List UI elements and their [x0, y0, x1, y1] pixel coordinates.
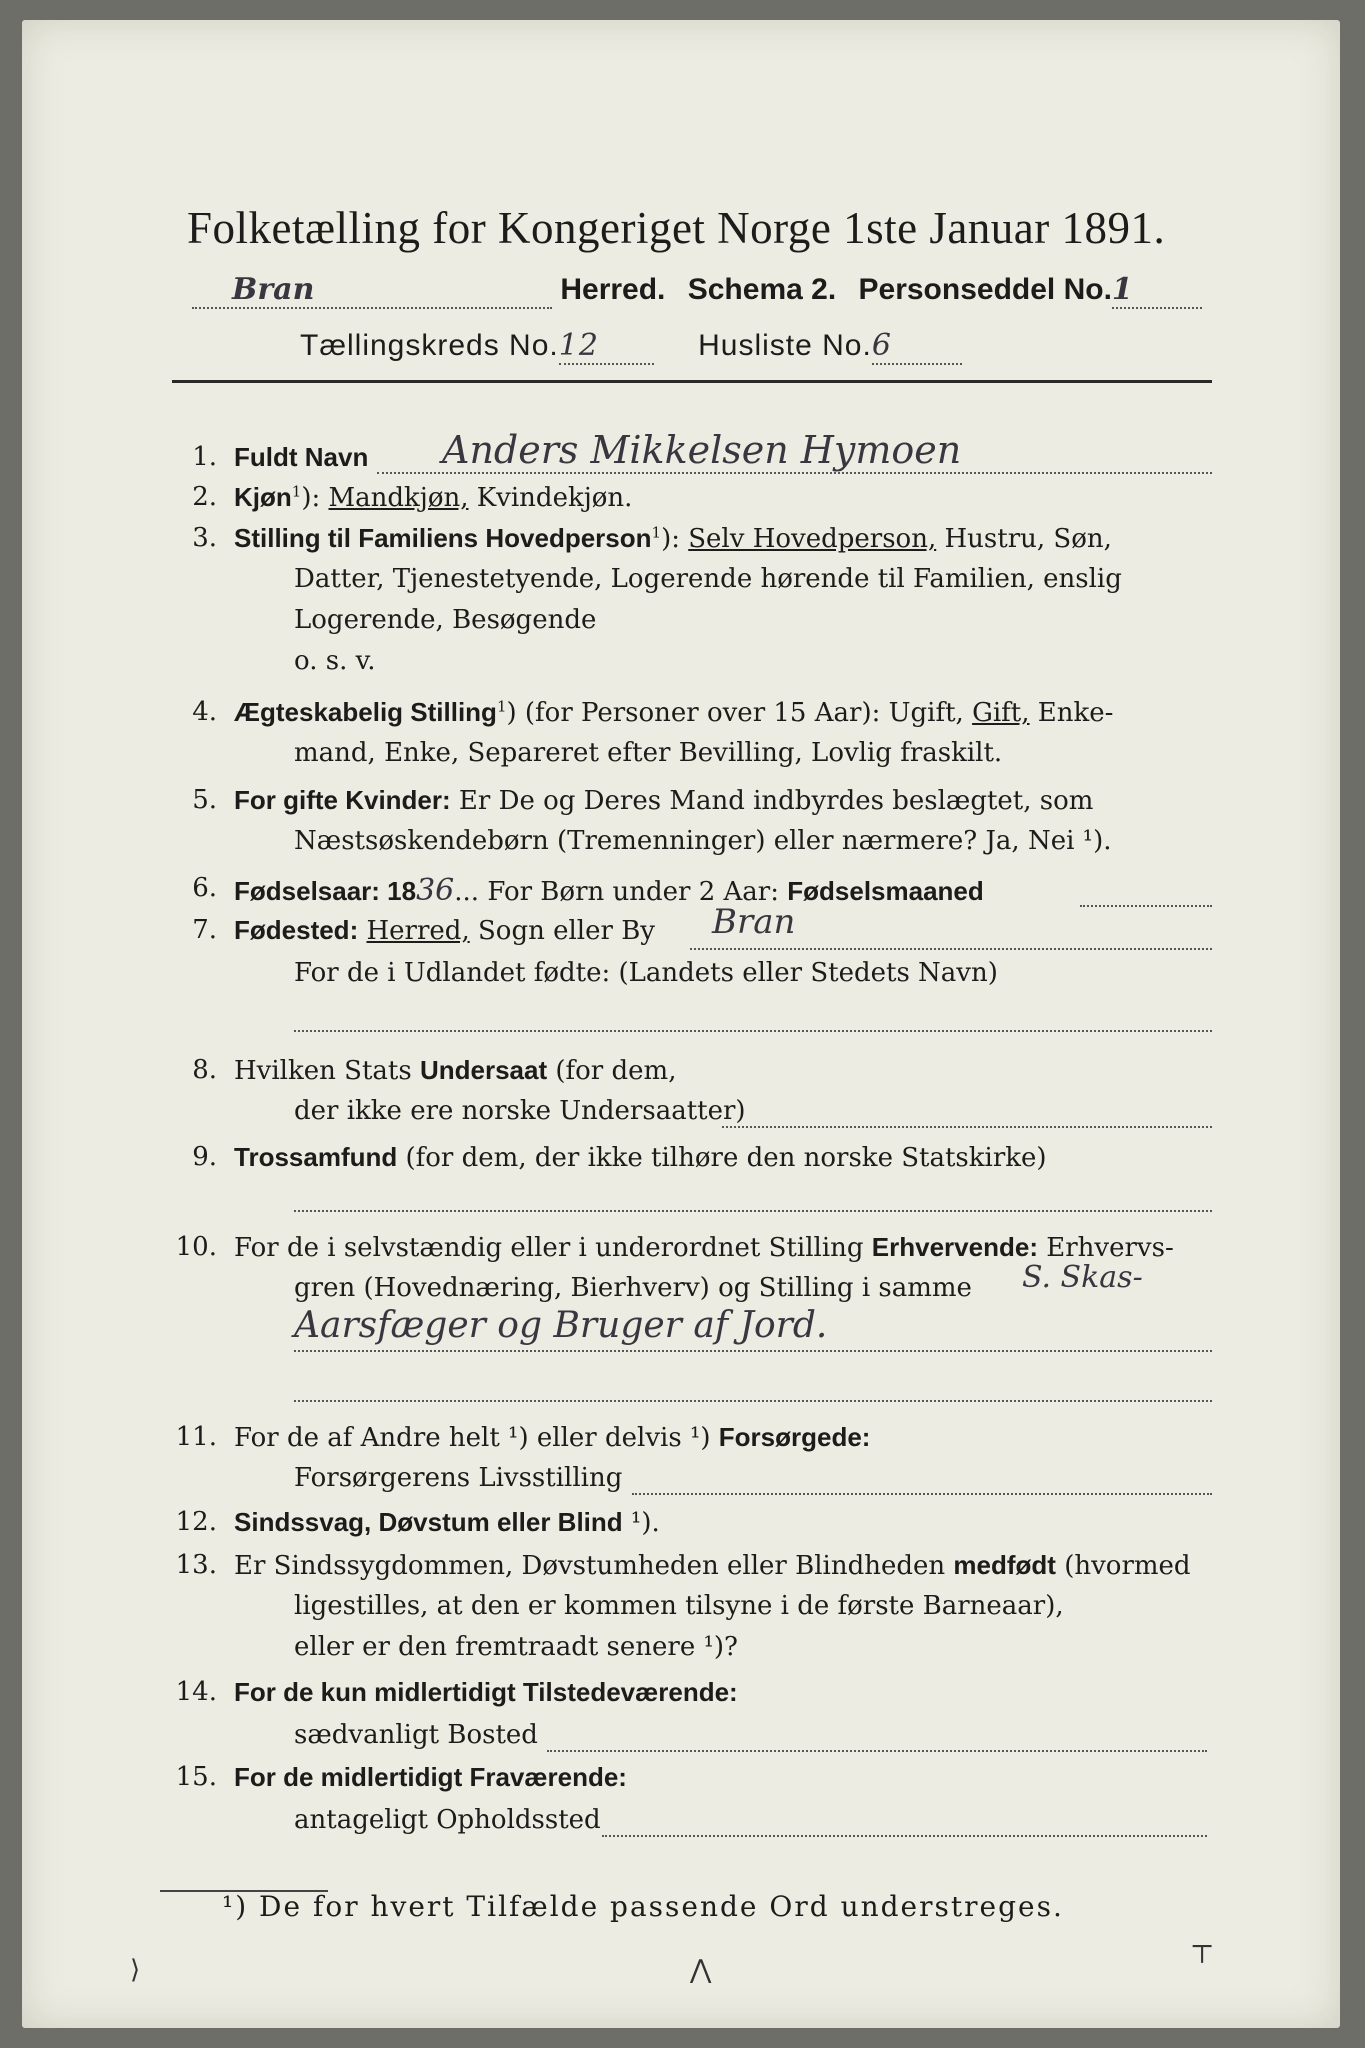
item-7-line2: For de i Udlandet fødte: (Landets eller Stedets Navn)	[294, 958, 998, 988]
census-form-page	[22, 20, 1340, 2028]
footnote-text: ¹) De for hvert Tilfælde passende Ord understreges.	[222, 1890, 1064, 1923]
item-4-text: Ægteskabelig Stilling$^1$) (for Personer over 15 Aar): Ugift, Gift, Enke-	[234, 697, 1114, 728]
item-8-number: 8.	[192, 1055, 217, 1085]
item-11-number: 11.	[175, 1422, 217, 1452]
item-5-text: For gifte Kvinder: Er De og Deres Mand indbyrdes beslægtet, som	[234, 785, 1094, 816]
item-14-dotline	[547, 1750, 1207, 1752]
item-10-line2: gren (Hovednæring, Bierhverv) og Stilling i samme	[294, 1273, 972, 1303]
item-6-number: 6.	[192, 873, 217, 903]
item-5-line2: Næstsøskendebørn (Tremenninger) eller nærmere? Ja, Nei ¹).	[294, 826, 1112, 856]
item-11-line2: Forsørgerens Livsstilling	[294, 1463, 623, 1493]
item-9-text: Trossamfund (for dem, der ikke tilhøre den norske Statskirke)	[234, 1142, 1047, 1173]
item-3-line2: Datter, Tjenestetyende, Logerende hørende til Familien, enslig	[294, 564, 1122, 594]
husliste-value: 6	[871, 328, 892, 363]
item-6-dotline	[1080, 905, 1212, 907]
item-4-number: 4.	[192, 697, 217, 727]
item-8-dotline	[722, 1126, 1212, 1128]
item-1-label: Fuldt Navn	[234, 442, 369, 472]
item-12-number: 12.	[175, 1507, 217, 1537]
item-3-line3: Logerende, Besøgende	[294, 605, 597, 635]
item-10-number: 10.	[175, 1232, 217, 1262]
item-3-number: 3.	[192, 523, 217, 553]
item-15-number: 15.	[175, 1762, 217, 1792]
item-7-text: Fødested: Herred, Sogn eller By	[234, 915, 655, 946]
schema-label: Schema 2.	[687, 273, 837, 306]
item-10-dotline	[294, 1350, 1212, 1352]
herred-value: Bran	[232, 272, 315, 307]
corner-mark-right: ⊤	[1190, 1940, 1215, 1970]
item-5-number: 5.	[192, 785, 217, 815]
corner-mark-center: ⋀	[690, 1955, 712, 1985]
personseddel-label: Personseddel No.	[858, 273, 1112, 306]
item-15-label: For de midlertidigt Fraværende:	[234, 1762, 627, 1792]
item-13-line2: ligestilles, at den er kommen tilsyne i de første Barneaar),	[294, 1591, 1064, 1621]
item-14-number: 14.	[175, 1677, 217, 1707]
item-3-text: Stilling til Familiens Hovedperson$^1$): Selv Hovedperson, Hustru, Søn,	[234, 523, 1112, 554]
item-10-dotline2	[294, 1400, 1212, 1402]
item-2-number: 2.	[192, 482, 217, 512]
item-8-text: Hvilken Stats Undersaat (for dem,	[234, 1055, 677, 1086]
header-rule	[172, 380, 1212, 383]
item-1-value: Anders Mikkelsen Hymoen	[442, 428, 962, 472]
personseddel-value: 1	[1111, 272, 1133, 307]
item-9-number: 9.	[192, 1142, 217, 1172]
item-1-number: 1.	[192, 442, 217, 472]
item-7-number: 7.	[192, 915, 217, 945]
item-7-value: Bran	[712, 902, 796, 942]
item-10-value2: Aarsfæger og Bruger af Jord.	[294, 1305, 828, 1346]
herred-field	[192, 272, 552, 309]
item-10-value1: S. Skas-	[1022, 1260, 1143, 1295]
item-9-dotline	[294, 1210, 1212, 1212]
kreds-row	[300, 328, 962, 365]
taellingskreds-field	[559, 328, 654, 365]
husliste-label: Husliste No.	[698, 329, 872, 362]
herred-label: Herred.	[560, 273, 666, 306]
item-7-dotline	[690, 948, 1212, 950]
item-8-line2: der ikke ere norske Undersaatter)	[294, 1096, 746, 1126]
taellingskreds-label: Tællingskreds No.	[300, 329, 559, 362]
item-11-dotline	[632, 1493, 1212, 1495]
item-11-text: For de af Andre helt ¹) eller delvis ¹) Forsørgede:	[234, 1422, 871, 1453]
item-3-line4: o. s. v.	[294, 646, 376, 676]
taellingskreds-value: 12	[558, 328, 599, 363]
item-10-text: For de i selvstændig eller i underordnet Stilling Erhvervende: Erhvervs-	[234, 1232, 1174, 1263]
form-title: Folketælling for Kongeriget Norge 1ste Januar 1891.	[187, 203, 1166, 253]
item-14-line2: sædvanligt Bosted	[294, 1720, 538, 1750]
item-4-line2: mand, Enke, Separeret efter Bevilling, Lovlig fraskilt.	[294, 738, 1003, 768]
item-1-dotline	[377, 472, 1212, 474]
herred-row	[192, 272, 1202, 309]
item-14-label: For de kun midlertidigt Tilstedeværende:	[234, 1677, 738, 1707]
item-6-text: Fødselsaar: 1836... For Børn under 2 Aar: Fødselsmaaned	[234, 873, 984, 908]
personseddel-field	[1112, 272, 1202, 309]
item-13-text: Er Sindssygdommen, Døvstumheden eller Blindheden medfødt (hvormed	[234, 1550, 1191, 1581]
item-12-text: Sindssvag, Døvstum eller Blind ¹).	[234, 1507, 660, 1538]
item-15-dotline	[602, 1835, 1207, 1837]
item-2-text: Kjøn$^1$): Mandkjøn, Kvindekjøn.	[234, 482, 633, 513]
item-13-number: 13.	[175, 1550, 217, 1580]
husliste-field	[872, 328, 962, 365]
item-7-dotline2	[294, 1030, 1212, 1032]
item-13-line3: eller er den fremtraadt senere ¹)?	[294, 1632, 738, 1662]
item-15-line2: antageligt Opholdssted	[294, 1805, 601, 1835]
corner-mark-left: ⟩	[130, 1955, 141, 1985]
